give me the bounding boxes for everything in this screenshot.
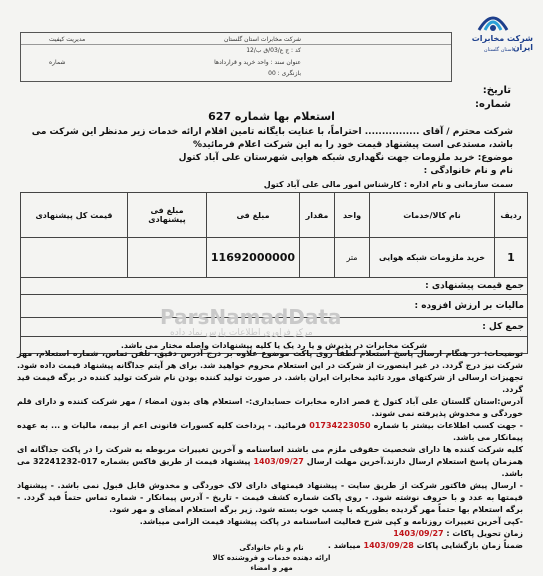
row-qty	[300, 238, 335, 278]
row-offer-unit	[128, 238, 207, 278]
note-4-fax: 017-32241232	[32, 457, 98, 466]
watermark: ParsNamadData	[160, 305, 342, 329]
logo-sub: استان گلستان	[483, 47, 513, 53]
header-quality: مدیریت کیفیت	[49, 36, 86, 43]
deliver-label: زمان تحویل پاکات :	[446, 529, 523, 538]
row-unit: متر	[335, 238, 370, 278]
position-label: سمت سازمانی و نام اداره : کارشناس امور مالی علی آباد کتول	[263, 180, 513, 189]
note-4-c: می باشد.	[17, 457, 523, 478]
note-2: آدرس:استان گلستان علی آباد کتول خ قصر اداره مخابرات حسابداری:- استعلام های بدون امضاء / مهر شرکت کننده و دارای قلم خوردگی و مخدوش پذیرفته نمی شوند.	[17, 397, 523, 418]
col-name: نام کالا/خدمات	[370, 193, 495, 238]
table-row	[21, 238, 528, 278]
col-unit: واحد	[335, 193, 370, 238]
logo-icon	[473, 4, 513, 34]
note-5: - ارسال پیش فاکتور شرکت از طریق سایت - پیشنهاد قیمتهای دارای لاک خوردگی و مخدوش قابل قبول نمی باشد. - پیشنهاد قیمتها به عدد و با حروف نوشته شود. - روی پاکت شماره کشف قیمت - تاریخ - آدرس پیمانکار - شماره تماس حتماً قید گردد. - برگه استعلام بها حتماً مهر گردیده بطوریکه با چسب خوب بسته شود. زیر برگه استعلام امضای و مهر شود.	[17, 481, 523, 514]
note-6: -کپی آخرین تغییرات روزنامه و کپی شرح فعالیت اساسنامه در پاکت پیشنهاد قیمت الزامی میباشد.	[139, 517, 523, 526]
signature-name: نام و نام خانوادگی	[239, 544, 304, 552]
header-org: شرکت مخابرات استان گلستان	[224, 36, 301, 43]
sum-label: جمع قیمت پیشنهادی :	[21, 278, 528, 295]
intro-text: شرکت محترم / آقای ................ احتراماً، با عنایت بایگانه تامین اقلام ارائه خدمات زیر مدنظر این شرکت می باشد، مستدعی است پیشنهاد قیمت خود را به این شرکت اعلام فرمائید%	[31, 127, 513, 150]
page-title: استعلام بها شماره 627	[208, 110, 335, 123]
row-index: 1	[495, 238, 528, 278]
col-offer-total: قیمت کل پیشنهادی	[21, 193, 128, 238]
signature-stamp: مهر و امضاء	[250, 564, 293, 572]
table-header-row	[21, 193, 528, 238]
col-qty: مقدار	[300, 193, 335, 238]
number-label: شماره:	[475, 99, 511, 110]
open-label: ضمناً زمان بازگشایی پاکات	[416, 541, 523, 550]
note-4-b: پیشنهاد قیمت از طریق فاکس بشماره	[100, 457, 251, 466]
note-3-b: فرمائید. - پرداخت کلیه کسورات قانونی اعم از بیمه، مالیات و ... به عهده پیمانکار می باشد.	[17, 421, 523, 442]
row-name: خرید ملزومات شبکه هوایی	[370, 238, 495, 278]
document-header	[20, 32, 452, 82]
header-subject: عنوان سند : واحد خرید و قراردادها	[214, 59, 301, 66]
note-3	[17, 420, 523, 444]
notes-block	[17, 348, 523, 552]
deliver-date: 1403/09/27	[393, 529, 444, 538]
sum-row	[21, 278, 528, 295]
note-4-date: 1403/09/27	[253, 457, 304, 466]
company-logo	[449, 4, 537, 64]
tax-label: مالیات بر ارزش افزوده :	[21, 295, 528, 318]
table-footer: شرکت مخابرات در پذیرش و یا رد یک یا کلیه پیشنهادات واصله مختار می باشد.	[21, 337, 528, 354]
watermark-sub: مرکز فراوری اطلاعات پارس نماد داده	[170, 328, 313, 338]
header-revision: بازنگری : 00	[268, 70, 301, 77]
col-price: مبلغ فی	[207, 193, 300, 238]
note-4-a: کلیه شرکت کننده ها دارای شخصیت حقوقی ملزم می باشند اساسنامه و آخرین تغییرات مربوطه به شرکت را در پاکت جداگانه ای همزمان پاسخ استعلام ارسال دارند.آخرین مهلت ارسال	[17, 445, 523, 466]
signature-seller: ارائه دهنده خدمات و فروشنده کالا	[212, 554, 331, 562]
row-price: 11692000000	[207, 238, 300, 278]
note-3-phone: 01734223050	[309, 421, 371, 430]
name-label: نام و نام خانوادگی :	[423, 166, 513, 176]
total-label: جمع کل :	[21, 318, 528, 337]
note-4	[17, 444, 523, 480]
row-offer-total	[21, 238, 128, 278]
open-suffix: میباشد .	[327, 541, 361, 550]
col-offer-unit: مبلغ فی پیشنهادی	[128, 193, 207, 238]
open-date: 1403/09/28	[363, 541, 414, 550]
header-number-label: شماره	[49, 59, 66, 66]
note-1: توضیحات: در هنگام ارسال پاسخ استعلام لطفاً روی پاکت موضوع علاوه بر درج آدرس دقیق، تلفن تماس، شماره استعلام، مهر شرکت نیز درج گردد. در غیر اینصورت از شرکت در این استعلام محروم خواهید شد. برای هر آیتم جداگانه پیشنهاد قیمت داده شود. تجهیزات ارسالی از شرکتهای مورد تائید مخابرات ایران باشد. در صورت تولید کننده بودن نام شرکت تولید کننده در برگه قیمت قید گردد.	[17, 349, 523, 394]
col-index: ردیف	[495, 193, 528, 238]
deliver-line	[17, 528, 523, 540]
header-divider	[21, 44, 451, 45]
header-code: کد : ج ع/03/ق ب/12	[246, 47, 301, 54]
logo-name: شرکت مخابرات ایران	[471, 34, 533, 52]
date-label: تاریخ:	[482, 85, 511, 96]
note-3-a: - جهت کسب اطلاعات بیشتر با شماره	[373, 421, 523, 430]
subject-text: موضوع: خرید ملزومات جهت نگهداری شبکه هوایی شهرستان علی آباد کتول	[178, 153, 513, 163]
